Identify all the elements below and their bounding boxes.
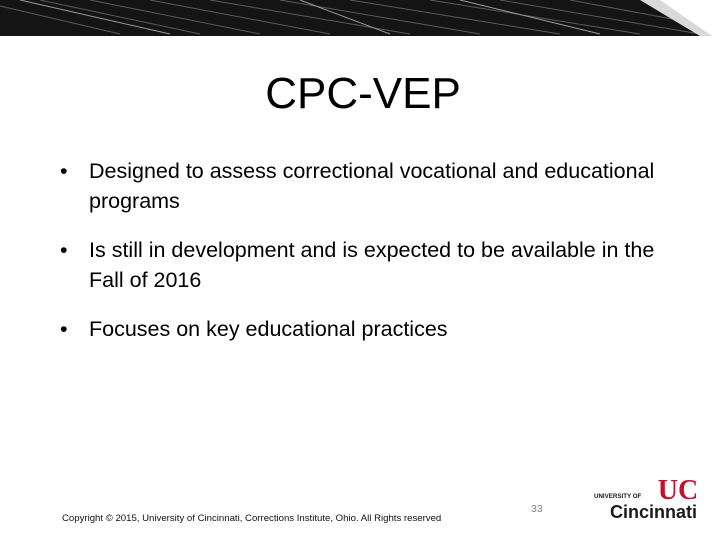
bullet-marker: • xyxy=(60,159,68,183)
bullet-marker: • xyxy=(60,238,68,262)
bullet-text: Designed to assess correctional vocational and educational programs xyxy=(89,159,655,213)
slide-title: CPC-VEP xyxy=(265,69,461,118)
bullet-item xyxy=(60,235,670,295)
page-number: 33 xyxy=(531,503,543,515)
bullet-text: Focuses on key educational practices xyxy=(89,317,448,341)
bullet-marker: • xyxy=(60,317,68,341)
bullet-item xyxy=(60,156,670,216)
logo-university-of-text: UNIVERSITY OF xyxy=(594,493,642,500)
bullet-item xyxy=(60,314,670,344)
university-of-cincinnati-logo xyxy=(594,472,700,522)
logo-cincinnati-text: Cincinnati xyxy=(610,502,698,522)
bullet-list xyxy=(60,156,670,363)
header-banner xyxy=(0,0,720,36)
copyright-notice: Copyright © 2015, University of Cincinnati, Corrections Institute, Ohio. All Rights reserved xyxy=(62,513,442,524)
bullet-text: Is still in development and is expected to be available in the Fall of 2016 xyxy=(89,238,655,292)
logo-uc-monogram: UC xyxy=(657,475,699,506)
